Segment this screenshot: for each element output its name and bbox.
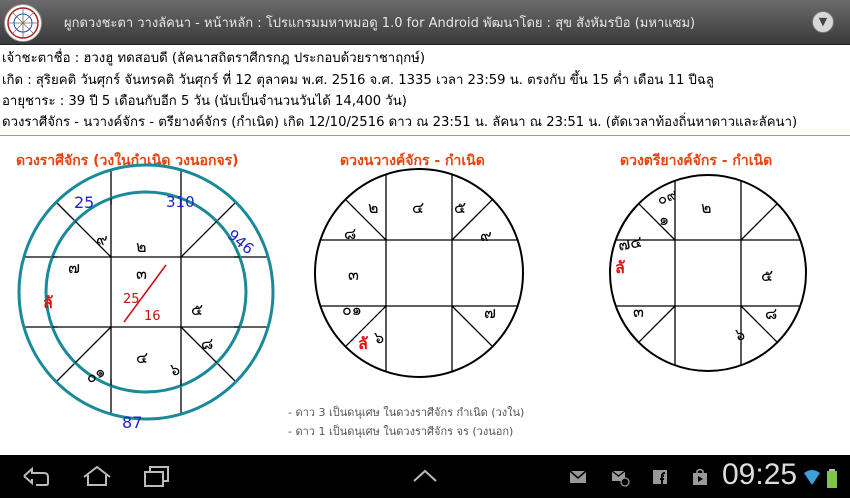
overflow-menu-button[interactable] [812, 11, 834, 33]
email-icon[interactable] [568, 467, 588, 487]
note-2: - ดาว 1 เป็นดนุเศษ ในดวงราศีจักร จร (วงนอก) [288, 425, 514, 438]
trimsamsa-planet: ๕ [761, 266, 774, 285]
trimsamsa-chart[interactable] [605, 165, 825, 385]
chart-info: ดวงราศีจักร - นวางค์จักร - ตรียางค์จักร (กำเนิด) เกิด 12/10/2516 ดาว ณ 23:51 น. ลัคนา ณ 23:51 น. (ตัดเวลาท้องถิ่นหาดาวและลัคนา) [2, 115, 798, 130]
trimsamsa-planet: ๐๙ [654, 185, 680, 209]
trimsamsa-planet: ๖ [735, 325, 746, 344]
rasi-planet: ๙ [96, 230, 108, 249]
email-at-icon[interactable] [610, 467, 630, 487]
recent-apps-icon[interactable] [140, 463, 174, 489]
divider [0, 135, 850, 136]
navamsa-planet: ๔ [412, 198, 425, 217]
navamsa-planet: ๕ [454, 198, 467, 217]
navamsa-planet: ๒ [368, 198, 379, 217]
navamsa-lagna: ลั [358, 334, 368, 353]
title-bar [0, 0, 850, 45]
rasi-planet: ๓ [136, 264, 147, 283]
owner-info: เจ้าชะตาชื่อ : ฮวงฮู ทดสอบดี (ลัคนาสถิตราศีกรกฎ ประกอบด้วยราชาฤกษ์) [2, 51, 426, 66]
rasi-planet: ๘ [201, 334, 214, 353]
navamsa-planet: ๐๑ [342, 300, 362, 319]
rasi-planet: ๔ [136, 348, 149, 367]
rasi-center-top: 25 [123, 292, 140, 307]
trimsamsa-planet: ๑ [659, 210, 670, 229]
shopping-bag-icon[interactable] [690, 467, 710, 487]
up-arrow-icon[interactable] [408, 463, 442, 489]
rasi-chart[interactable] [6, 165, 296, 455]
rasi-outer-label: 946 [223, 225, 258, 259]
rasi-chart-title: ดวงราศีจักร (วงในกำเนิด วงนอกจร) [16, 153, 239, 169]
rasi-planet: ๖ [170, 360, 181, 379]
trimsamsa-lagna: ลั [615, 258, 625, 277]
trimsamsa-planet: ๘ [765, 304, 778, 323]
wifi-icon[interactable] [802, 467, 822, 487]
chevron-down-icon: ▼ [818, 15, 828, 28]
navamsa-planet: ๓ [348, 265, 359, 284]
app-logo-icon [4, 4, 42, 42]
battery-icon[interactable] [826, 469, 838, 489]
rasi-planet: ๕ [191, 300, 204, 319]
navamsa-chart-title: ดวงนวางค์จักร - กำเนิด [340, 153, 485, 169]
home-icon[interactable] [80, 463, 114, 489]
rasi-outer-label: 310 [166, 193, 195, 211]
window-title: ผูกดวงชะตา วางลัคนา - หน้าหลัก : โปรแกรมมหาหมอดู 1.0 for Android พัฒนาโดย : สุข สังหัมรบิอ (มหาแซม) [64, 16, 696, 31]
trimsamsa-planet: ๗๔ [616, 231, 644, 255]
trimsamsa-planet: ๒ [701, 198, 712, 217]
rasi-lagna: ลั [43, 293, 53, 312]
facebook-icon[interactable] [650, 467, 670, 487]
back-icon[interactable] [18, 463, 52, 489]
navamsa-planet: ๖ [374, 328, 385, 347]
navamsa-planet: ๘ [344, 224, 357, 243]
navamsa-planet: ๙ [480, 226, 492, 245]
system-bar [0, 455, 850, 498]
rasi-outer-label: 87 [122, 413, 143, 432]
clock[interactable]: 09:25 [722, 458, 798, 491]
age-info: อายุชาระ : 39 ปี 5 เดือนกับอีก 5 วัน (นับเป็นจำนวนวันได้ 14,400 วัน) [2, 94, 407, 109]
trimsamsa-chart-title: ดวงตรียางค์จักร - กำเนิด [620, 153, 773, 169]
rasi-planet: ๐๑ [81, 361, 109, 388]
rasi-planet: ๗ [68, 258, 81, 277]
rasi-planet: ๒ [136, 237, 147, 256]
birth-info: เกิด : สุริยคติ วันศุกร์ จันทรคติ วันศุกร์ ที่ 12 ตุลาคม พ.ศ. 2516 จ.ศ. 1335 เวลา 23:59 น. ตรงกับ ขึ้น 15 ค่ำ เดือน 11 ปีฉลู [2, 73, 714, 88]
navamsa-planet: ๗ [484, 303, 497, 322]
note-1: - ดาว 3 เป็นดนุเศษ ในดวงราศีจักร กำเนิด (วงใน) [288, 406, 525, 419]
rasi-center-bottom: 16 [144, 309, 161, 324]
rasi-outer-label: 25 [74, 193, 95, 212]
navamsa-chart[interactable] [314, 165, 534, 385]
trimsamsa-planet: ๓ [633, 302, 644, 321]
